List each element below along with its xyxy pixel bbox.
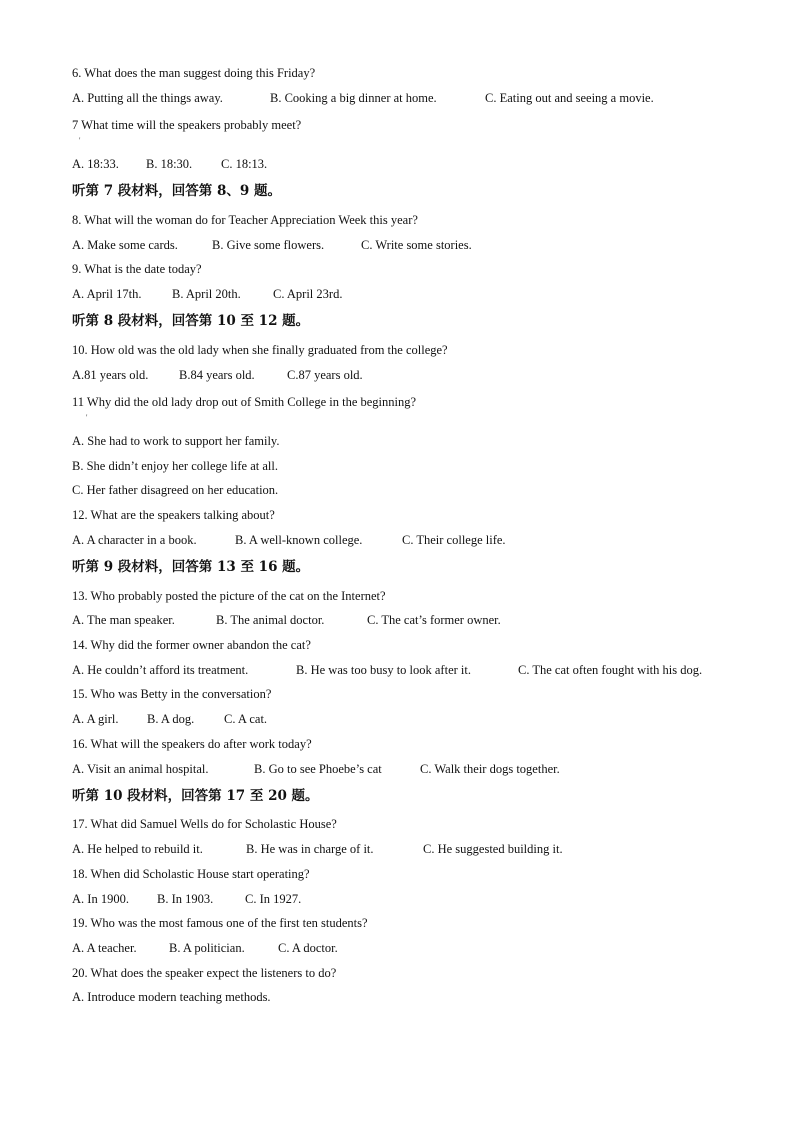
question-16-option-b: B. Go to see Phoebe’s cat: [254, 762, 382, 776]
question-7-stem: 7 What time will the speakers probably meet?: [72, 118, 302, 132]
question-10-option-b: B.84 years old.: [179, 368, 255, 382]
question-11-option-a: A. She had to work to support her family.: [72, 434, 280, 448]
question-10-option-c: C.87 years old.: [287, 368, 363, 382]
question-9-option-a: A. April 17th.: [72, 287, 142, 301]
question-14-option-b: B. He was too busy to look after it.: [296, 663, 471, 677]
question-15-option-b: B. A dog.: [147, 712, 195, 726]
question-19-option-a: A. A teacher.: [72, 941, 137, 955]
question-9-option-b: B. April 20th.: [172, 287, 241, 301]
question-17-stem: 17. What did Samuel Wells do for Scholastic House?: [72, 817, 337, 831]
question-7-option-c: C. 18:13.: [221, 157, 268, 171]
question-7-option-a: A. 18:33.: [72, 157, 119, 171]
question-15-option-a: A. A girl.: [72, 712, 119, 726]
question-14-option-c: C. The cat often fought with his dog.: [518, 663, 703, 677]
question-12-option-a: A. A character in a book.: [72, 533, 197, 547]
section-7-heading: 听第 7 段材料，回答第 8、9 题。: [72, 183, 281, 199]
question-11-option-c: C. Her father disagreed on her education.: [72, 483, 279, 497]
question-9-stem: 9. What is the date today?: [72, 262, 202, 276]
question-6-option-a: A. Putting all the things away.: [72, 91, 223, 105]
question-19-option-b: B. A politician.: [169, 941, 245, 955]
question-9-option-c: C. April 23rd.: [273, 287, 343, 301]
question-13-stem: 13. Who probably posted the picture of the cat on the Internet?: [72, 589, 386, 603]
question-13-option-a: A. The man speaker.: [72, 613, 175, 627]
page-mark: ': [86, 413, 88, 422]
question-11-option-b: B. She didn’t enjoy her college life at all.: [72, 459, 278, 473]
question-12-option-c: C. Their college life.: [402, 533, 506, 547]
question-8-option-b: B. Give some flowers.: [212, 238, 325, 252]
question-14-stem: 14. Why did the former owner abandon the cat?: [72, 638, 311, 652]
question-18-option-a: A. In 1900.: [72, 892, 129, 906]
section-10-heading: 听第 10 段材料，回答第 17 至 20 题。: [72, 788, 319, 804]
question-10-option-a: A.81 years old.: [72, 368, 149, 382]
question-18-option-c: C. In 1927.: [245, 892, 302, 906]
section-9-heading: 听第 9 段材料，回答第 13 至 16 题。: [72, 559, 310, 575]
question-12-stem: 12. What are the speakers talking about?: [72, 508, 275, 522]
question-16-stem: 16. What will the speakers do after work today?: [72, 737, 312, 751]
question-11-stem: 11 Why did the old lady drop out of Smith College in the beginning?: [72, 395, 417, 409]
question-15-option-c: C. A cat.: [224, 712, 268, 726]
question-8-option-c: C. Write some stories.: [361, 238, 472, 252]
question-8-stem: 8. What will the woman do for Teacher Appreciation Week this year?: [72, 213, 418, 227]
question-13-option-b: B. The animal doctor.: [216, 613, 325, 627]
question-10-stem: 10. How old was the old lady when she finally graduated from the college?: [72, 343, 448, 357]
question-17-option-a: A. He helped to rebuild it.: [72, 842, 203, 856]
question-7-option-b: B. 18:30.: [146, 157, 193, 171]
page-mark: ': [79, 136, 81, 145]
question-18-option-b: B. In 1903.: [157, 892, 214, 906]
section-8-heading: 听第 8 段材料，回答第 10 至 12 题。: [72, 313, 310, 329]
question-15-stem: 15. Who was Betty in the conversation?: [72, 687, 272, 701]
question-20-option-a: A. Introduce modern teaching methods.: [72, 990, 271, 1004]
question-17-option-b: B. He was in charge of it.: [246, 842, 374, 856]
question-6-option-c: C. Eating out and seeing a movie.: [485, 91, 654, 105]
question-6-option-b: B. Cooking a big dinner at home.: [270, 91, 437, 105]
question-16-option-c: C. Walk their dogs together.: [420, 762, 560, 776]
question-14-option-a: A. He couldn’t afford its treatment.: [72, 663, 249, 677]
question-13-option-c: C. The cat’s former owner.: [367, 613, 501, 627]
question-16-option-a: A. Visit an animal hospital.: [72, 762, 209, 776]
question-12-option-b: B. A well-known college.: [235, 533, 363, 547]
question-6-stem: 6. What does the man suggest doing this Friday?: [72, 66, 316, 80]
question-19-option-c: C. A doctor.: [278, 941, 338, 955]
question-20-stem: 20. What does the speaker expect the listeners to do?: [72, 966, 337, 980]
question-17-option-c: C. He suggested building it.: [423, 842, 563, 856]
question-18-stem: 18. When did Scholastic House start operating?: [72, 867, 310, 881]
question-19-stem: 19. Who was the most famous one of the first ten students?: [72, 916, 368, 930]
question-8-option-a: A. Make some cards.: [72, 238, 178, 252]
